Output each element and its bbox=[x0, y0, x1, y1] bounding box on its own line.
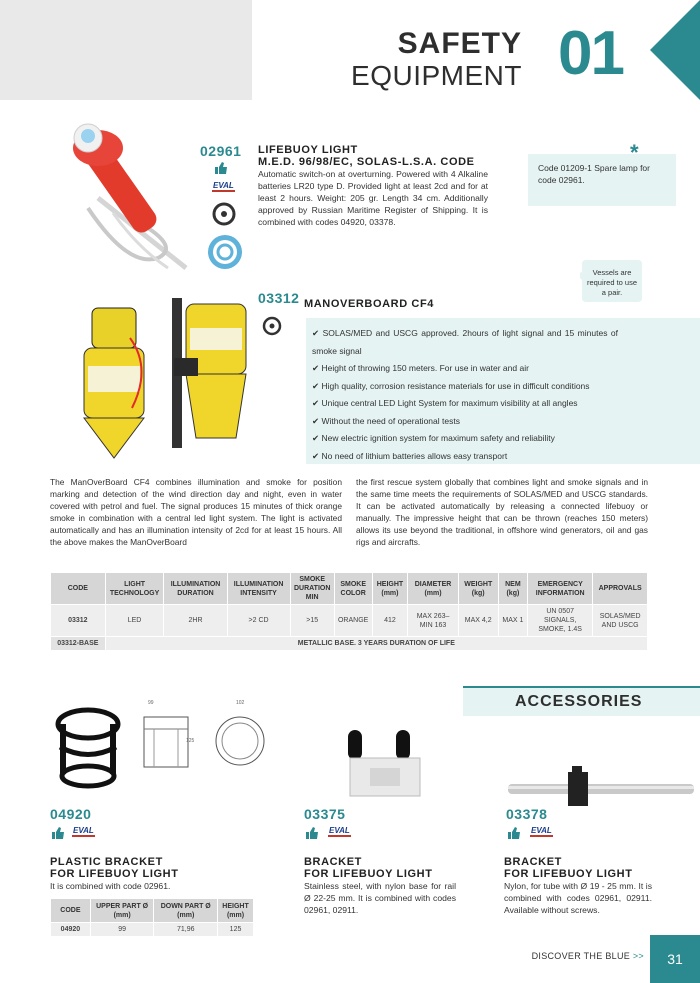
spec-table bbox=[50, 572, 648, 651]
bracket-header-cell: HEIGHT (mm) bbox=[218, 899, 254, 923]
product-title-line2: M.E.D. 96/98/EC, SOLAS-L.S.A. CODE bbox=[258, 156, 475, 168]
spec-header-cell: CODE bbox=[51, 573, 106, 605]
thumbs-up-icon bbox=[507, 826, 521, 840]
spec-cell: LED bbox=[105, 605, 164, 637]
bracket-cell: 99 bbox=[90, 923, 154, 937]
table-row bbox=[51, 923, 254, 937]
feature-item bbox=[312, 413, 618, 431]
accessory-title-line2: FOR LIFEBUOY LIGHT bbox=[504, 868, 633, 880]
spec-header-cell: SMOKE DURATION MIN bbox=[290, 573, 334, 605]
check-icon: ✔ bbox=[312, 398, 320, 408]
bracket-dimension-table bbox=[50, 898, 254, 937]
drawing-dimension-label: 99 bbox=[148, 700, 154, 706]
spec-cell: SOLAS/MED AND USCG bbox=[593, 605, 648, 637]
feature-text: SOLAS/MED and USCG approved. 2hours of light signal and 15 minutes of smoke signal bbox=[312, 328, 618, 356]
bracket-cell: 71,96 bbox=[154, 923, 218, 937]
bracket-table-header-row bbox=[51, 899, 254, 923]
header-chevron-icon bbox=[648, 0, 700, 100]
note-asterisk: * bbox=[630, 140, 639, 165]
bracket-cell: 04920 bbox=[51, 923, 91, 937]
product-description: Automatic switch-on at overturning. Powered with 4 Alkaline batteries LR20 type D. Provided light at least 2cd and for at least 2 hours. Weight: 205 gr. Length 34 cm. Additionally approved by Russian Maritime Register of Shipping. It is combined with codes 04920, 03378. bbox=[258, 169, 488, 227]
product-code-02961: 02961 bbox=[200, 143, 242, 159]
accessory-description: Nylon, for tube with Ø 19 - 25 mm. It is combined with codes 02961, 02911. Available without screws. bbox=[504, 881, 652, 915]
spec-header-cell: DIAMETER (mm) bbox=[408, 573, 458, 605]
accessory-title-line1: BRACKET bbox=[304, 856, 362, 868]
product-title: MANOVERBOARD CF4 bbox=[304, 298, 434, 310]
features-list bbox=[312, 325, 618, 465]
spec-cell: >15 bbox=[290, 605, 334, 637]
feature-text: No need of lithium batteries allows easy transport bbox=[321, 450, 508, 461]
feature-item bbox=[312, 395, 618, 413]
page-title-line2: EQUIPMENT bbox=[351, 60, 522, 91]
check-icon: ✔ bbox=[312, 450, 320, 461]
spec-cell: 412 bbox=[372, 605, 408, 637]
eval-logo: EVAL bbox=[531, 826, 552, 835]
spec-header-cell: LIGHT TECHNOLOGY bbox=[105, 573, 164, 605]
spec-header-cell: HEIGHT (mm) bbox=[372, 573, 408, 605]
spec-header-cell: WEIGHT (kg) bbox=[458, 573, 498, 605]
feature-item bbox=[312, 448, 618, 466]
spare-lamp-note bbox=[528, 154, 676, 206]
page-title-line1: SAFETY bbox=[397, 27, 522, 60]
check-icon: ✔ bbox=[312, 328, 320, 338]
spec-cell: MAX 263– MIN 163 bbox=[408, 605, 458, 637]
spec-table-header-row bbox=[51, 573, 648, 605]
eval-logo: EVAL bbox=[73, 826, 94, 835]
spec-header-cell: ILLUMINATION DURATION bbox=[164, 573, 227, 605]
feature-text: New electric ignition system for maximum safety and reliability bbox=[321, 433, 555, 443]
bracket-header-cell: UPPER PART Ø (mm) bbox=[90, 899, 154, 923]
feature-text: High quality, corrosion resistance materials for use in difficult conditions bbox=[321, 380, 590, 391]
check-icon: ✔ bbox=[312, 363, 320, 373]
spec-cell: ORANGE bbox=[334, 605, 372, 637]
bracket-header-cell: DOWN PART Ø (mm) bbox=[154, 899, 218, 923]
spare-lamp-note-text: Code 01209-1 Spare lamp for code 02961. bbox=[538, 163, 650, 185]
spec-header-cell: APPROVALS bbox=[593, 573, 648, 605]
drawing-dimension-label: 102 bbox=[236, 700, 245, 706]
body-text-left: The ManOverBoard CF4 combines illumination and smoke for position marking and detection of the wind direction day and night, even in water covered with petrol and fuel. The signal produces 15 minutes of thick orange smoke in combination with a central led light system. The light is activated automatically and has an illumination intensity of 2cd for at least 15 hours. All the above makes the ManOverBoard bbox=[50, 477, 342, 547]
product-code-03378: 03378 bbox=[506, 806, 548, 822]
section-number: 01 bbox=[558, 19, 623, 88]
feature-item bbox=[312, 325, 618, 360]
footer-arrows-icon: >> bbox=[632, 951, 644, 961]
accessory-title-line1: PLASTIC BRACKET bbox=[50, 856, 163, 868]
accessories-divider bbox=[463, 686, 700, 688]
spec-cell: >2 CD bbox=[227, 605, 290, 637]
spec-cell: 03312-BASE bbox=[51, 637, 106, 651]
accessories-title: ACCESSORIES bbox=[515, 693, 643, 710]
lifebuoy-ring-icon bbox=[212, 202, 236, 226]
spec-cell: METALLIC BASE. 3 YEARS DURATION OF LIFE bbox=[105, 637, 647, 651]
table-row bbox=[51, 637, 648, 651]
spec-header-cell: SMOKE COLOR bbox=[334, 573, 372, 605]
thumbs-up-icon bbox=[305, 826, 319, 840]
body-text-right: the first rescue system globally that combines light and smoke signals and in the same time meets the requirements of SOLAS/MED and USCG standards. It can be activated automatically by releasing a connected lifebuoy or manually. The impressive height that can be thrown (reaches 150 meters) allows its use beyond the traditional, in offshore wind generators, oil and gas rigs and aircrafts. bbox=[356, 477, 648, 547]
feature-text: Height of throwing 150 meters. For use in water and air bbox=[321, 363, 529, 373]
feature-text: Without the need of operational tests bbox=[321, 415, 460, 426]
table-row bbox=[51, 605, 648, 637]
eval-logo: EVAL bbox=[213, 181, 234, 190]
product-code-03312: 03312 bbox=[258, 290, 300, 306]
spec-cell: MAX 4,2 bbox=[458, 605, 498, 637]
product-title-line1: LIFEBUOY LIGHT bbox=[258, 144, 358, 156]
spec-cell: 2HR bbox=[164, 605, 227, 637]
lifebuoy-ring-icon bbox=[262, 316, 282, 336]
product-code-04920: 04920 bbox=[50, 806, 92, 822]
feature-item bbox=[312, 360, 618, 378]
feature-item bbox=[312, 378, 618, 396]
plastic-bracket-drawing bbox=[130, 705, 268, 793]
spec-cell: 03312 bbox=[51, 605, 106, 637]
accessory-description: Stainless steel, with nylon base for rail Ø 22-25 mm. It is combined with codes 02961, 02911. bbox=[304, 881, 456, 915]
accessory-title-line1: BRACKET bbox=[504, 856, 562, 868]
page-number: 31 bbox=[650, 935, 700, 983]
spec-header-cell: EMERGENCY INFORMATION bbox=[528, 573, 593, 605]
accessory-title-line2: FOR LIFEBUOY LIGHT bbox=[304, 868, 433, 880]
eval-logo: EVAL bbox=[329, 826, 350, 835]
bracket-header-cell: CODE bbox=[51, 899, 91, 923]
steel-bracket-image bbox=[340, 718, 430, 804]
feature-text: Unique central LED Light System for maximum visibility at all angles bbox=[321, 398, 578, 408]
spec-header-cell: NEM (kg) bbox=[498, 573, 527, 605]
product-code-03375: 03375 bbox=[304, 806, 346, 822]
pair-required-text: Vessels are required to use a pair. bbox=[586, 268, 638, 297]
accessory-title-line2: FOR LIFEBUOY LIGHT bbox=[50, 868, 179, 880]
nylon-bracket-image bbox=[508, 762, 698, 812]
spec-cell: UN 0507 SIGNALS, SMOKE, 1.4S bbox=[528, 605, 593, 637]
bracket-cell: 125 bbox=[218, 923, 254, 937]
spec-cell: MAX 1 bbox=[498, 605, 527, 637]
med-approval-icon bbox=[207, 234, 243, 270]
check-icon: ✔ bbox=[312, 433, 320, 443]
lifebuoy-light-image bbox=[68, 118, 198, 280]
check-icon: ✔ bbox=[312, 415, 320, 426]
plastic-bracket-image bbox=[48, 702, 128, 792]
footer-tagline-text: DISCOVER THE BLUE bbox=[531, 951, 631, 961]
feature-item bbox=[312, 430, 618, 448]
header-grey-panel bbox=[0, 0, 252, 100]
accessory-description: It is combined with code 02961. bbox=[50, 881, 171, 891]
footer-tagline bbox=[532, 951, 644, 961]
check-icon: ✔ bbox=[312, 380, 320, 391]
manoverboard-image bbox=[62, 288, 252, 464]
spec-header-cell: ILLUMINATION INTENSITY bbox=[227, 573, 290, 605]
thumbs-up-icon bbox=[214, 161, 228, 175]
thumbs-up-icon bbox=[51, 826, 65, 840]
drawing-dimension-label: 125 bbox=[186, 738, 195, 744]
